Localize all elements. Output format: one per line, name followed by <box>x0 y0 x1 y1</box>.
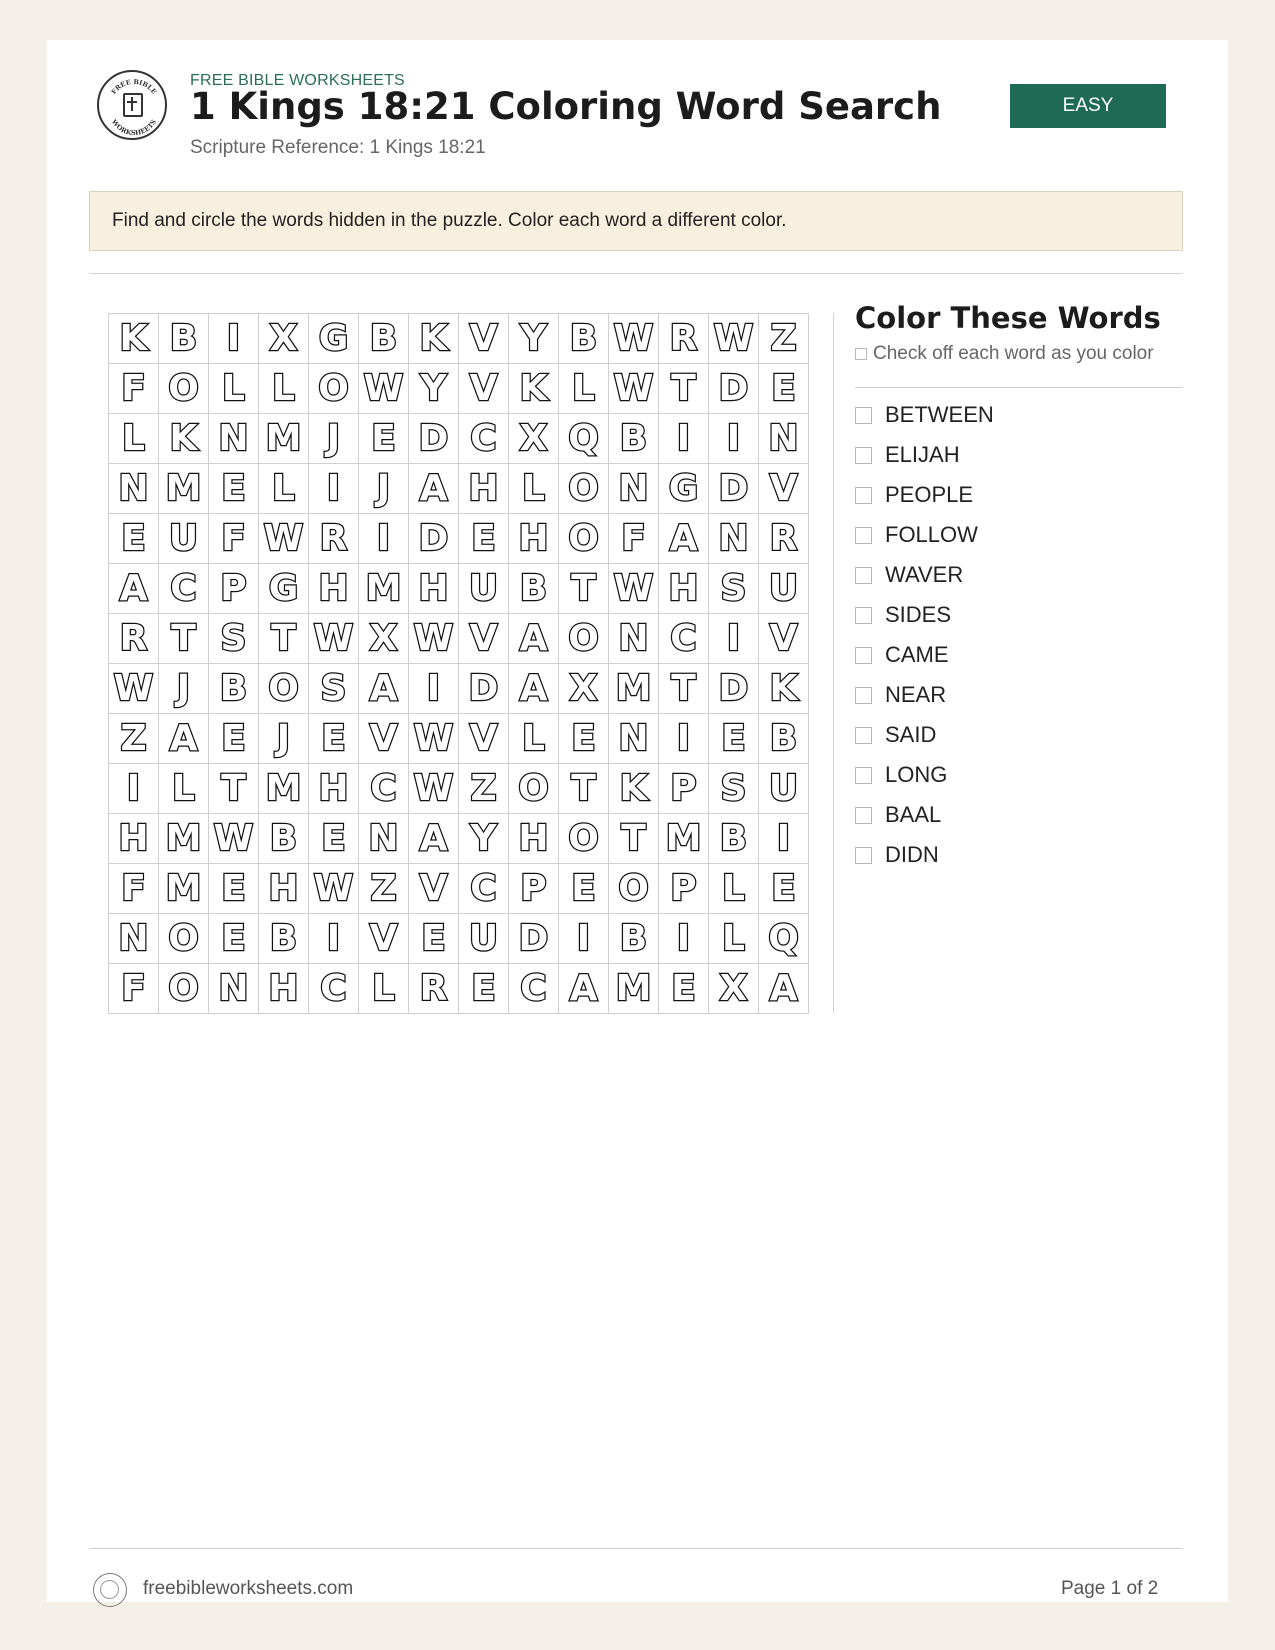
word-checkbox[interactable] <box>855 527 872 544</box>
grid-cell[interactable]: J <box>159 664 209 714</box>
grid-cell[interactable]: Z <box>109 714 159 764</box>
grid-cell[interactable]: V <box>459 614 509 664</box>
grid-cell[interactable]: K <box>109 314 159 364</box>
word-checkbox[interactable] <box>855 567 872 584</box>
grid-row <box>109 914 809 964</box>
grid-cell[interactable]: F <box>109 964 159 1014</box>
grid-cell[interactable]: O <box>259 664 309 714</box>
grid-cell[interactable]: C <box>359 764 409 814</box>
grid-row <box>109 564 809 614</box>
grid-cell[interactable]: Z <box>759 314 809 364</box>
grid-cell[interactable]: B <box>609 414 659 464</box>
grid-row <box>109 364 809 414</box>
word-label: SIDES <box>885 602 952 627</box>
grid-cell[interactable]: E <box>659 964 709 1014</box>
grid-cell[interactable]: E <box>559 714 609 764</box>
grid-cell[interactable]: W <box>409 614 459 664</box>
grid-cell[interactable]: L <box>709 864 759 914</box>
word-list-item[interactable] <box>855 635 994 675</box>
grid-cell[interactable]: I <box>209 314 259 364</box>
grid-cell[interactable]: D <box>709 664 759 714</box>
word-list-subtitle <box>855 343 1154 365</box>
grid-cell[interactable]: H <box>259 864 309 914</box>
grid-cell[interactable]: E <box>109 514 159 564</box>
word-list-item[interactable] <box>855 595 994 635</box>
grid-cell[interactable]: F <box>109 864 159 914</box>
word-list-item[interactable] <box>855 675 994 715</box>
grid-cell[interactable]: E <box>209 914 259 964</box>
grid-cell[interactable]: W <box>359 364 409 414</box>
grid-cell[interactable]: L <box>509 464 559 514</box>
grid-cell[interactable]: I <box>659 714 709 764</box>
grid-cell[interactable]: J <box>359 464 409 514</box>
grid-cell[interactable]: X <box>359 614 409 664</box>
grid-cell[interactable]: M <box>609 664 659 714</box>
grid-cell[interactable]: V <box>359 914 409 964</box>
grid-row <box>109 814 809 864</box>
grid-cell[interactable]: C <box>509 964 559 1014</box>
grid-cell[interactable]: D <box>709 464 759 514</box>
grid-cell[interactable]: S <box>209 614 259 664</box>
grid-cell[interactable]: Y <box>509 314 559 364</box>
page-title: 1 Kings 18:21 Coloring Word Search <box>190 85 942 128</box>
word-checkbox[interactable] <box>855 687 872 704</box>
grid-cell[interactable]: C <box>459 864 509 914</box>
grid-cell[interactable]: V <box>459 314 509 364</box>
word-label: ELIJAH <box>885 442 960 467</box>
grid-cell[interactable]: E <box>209 864 259 914</box>
grid-cell[interactable]: H <box>259 964 309 1014</box>
grid-cell[interactable]: P <box>659 764 709 814</box>
grid-cell[interactable]: B <box>259 814 309 864</box>
grid-cell[interactable]: T <box>609 814 659 864</box>
word-list-title: Color These Words <box>855 301 1161 335</box>
grid-cell[interactable]: O <box>159 364 209 414</box>
grid-cell[interactable]: N <box>109 914 159 964</box>
grid-cell[interactable]: J <box>309 414 359 464</box>
grid-cell[interactable]: X <box>559 664 609 714</box>
grid-cell[interactable]: N <box>709 514 759 564</box>
grid-row <box>109 314 809 364</box>
grid-cell[interactable]: K <box>609 764 659 814</box>
grid-cell[interactable]: M <box>659 814 709 864</box>
word-list-item[interactable] <box>855 715 994 755</box>
word-label: SAID <box>885 722 937 747</box>
grid-cell[interactable]: S <box>309 664 359 714</box>
grid-cell[interactable]: I <box>709 414 759 464</box>
grid-cell[interactable]: F <box>109 364 159 414</box>
grid-cell[interactable]: O <box>609 864 659 914</box>
grid-cell[interactable]: I <box>659 414 709 464</box>
grid-cell[interactable]: H <box>409 564 459 614</box>
grid-cell[interactable]: H <box>309 564 359 614</box>
grid-row <box>109 864 809 914</box>
grid-cell[interactable]: A <box>159 714 209 764</box>
grid-row <box>109 664 809 714</box>
grid-cell[interactable]: E <box>759 364 809 414</box>
grid-cell[interactable]: N <box>759 414 809 464</box>
grid-cell[interactable]: I <box>109 764 159 814</box>
word-checkbox[interactable] <box>855 727 872 744</box>
grid-cell[interactable]: K <box>159 414 209 464</box>
word-label: BAAL <box>885 802 942 827</box>
grid-cell[interactable]: E <box>709 714 759 764</box>
grid-cell[interactable]: N <box>609 614 659 664</box>
instructions-text: Find and circle the words hidden in the puzzle. Color each word a different color. <box>112 210 787 231</box>
grid-cell[interactable]: G <box>259 564 309 614</box>
grid-cell[interactable]: B <box>259 914 309 964</box>
grid-cell[interactable]: R <box>659 314 709 364</box>
grid-cell[interactable]: A <box>359 664 409 714</box>
grid-cell[interactable]: W <box>609 564 659 614</box>
grid-cell[interactable]: H <box>659 564 709 614</box>
footer-site: freebibleworksheets.com <box>143 1578 354 1599</box>
difficulty-badge: EASY <box>1010 84 1166 128</box>
word-list-item[interactable] <box>855 435 994 475</box>
grid-cell[interactable]: D <box>709 364 759 414</box>
word-list-item[interactable] <box>855 555 994 595</box>
grid-cell[interactable]: B <box>509 564 559 614</box>
grid-cell[interactable]: M <box>159 864 209 914</box>
grid-cell[interactable]: W <box>309 614 359 664</box>
word-label: PEOPLE <box>885 482 974 507</box>
grid-cell[interactable]: I <box>309 914 359 964</box>
grid-cell[interactable]: U <box>159 514 209 564</box>
page-number: Page 1 of 2 <box>1061 1578 1159 1599</box>
grid-cell[interactable]: B <box>709 814 759 864</box>
word-list-item[interactable] <box>855 515 994 555</box>
grid-cell[interactable]: G <box>309 314 359 364</box>
logo-icon <box>97 70 167 140</box>
grid-cell[interactable]: L <box>209 364 259 414</box>
instructions-box <box>89 191 1183 251</box>
grid-cell[interactable]: A <box>409 464 459 514</box>
grid-cell[interactable]: E <box>209 714 259 764</box>
grid-cell[interactable]: T <box>159 614 209 664</box>
grid-cell[interactable]: O <box>559 814 609 864</box>
grid-cell[interactable]: M <box>609 964 659 1014</box>
grid-cell[interactable]: W <box>709 314 759 364</box>
grid-cell[interactable]: N <box>609 714 659 764</box>
word-list-subtitle-text: Check off each word as you color <box>873 343 1154 364</box>
grid-cell[interactable]: L <box>109 414 159 464</box>
word-label: DIDN <box>885 842 939 867</box>
grid-cell[interactable]: W <box>309 864 359 914</box>
grid-cell[interactable]: E <box>409 914 459 964</box>
word-checkbox[interactable] <box>855 487 872 504</box>
grid-cell[interactable]: N <box>109 464 159 514</box>
grid-cell[interactable]: C <box>309 964 359 1014</box>
grid-cell[interactable]: Z <box>459 764 509 814</box>
grid-cell[interactable]: N <box>209 414 259 464</box>
grid-cell[interactable]: A <box>559 964 609 1014</box>
grid-cell[interactable]: N <box>359 814 409 864</box>
svg-text:FREE BIBLE: FREE BIBLE <box>109 77 159 96</box>
grid-cell[interactable]: Q <box>559 414 609 464</box>
word-checkbox[interactable] <box>855 767 872 784</box>
word-checkbox[interactable] <box>855 607 872 624</box>
grid-cell[interactable]: Q <box>759 914 809 964</box>
grid-cell[interactable]: I <box>359 514 409 564</box>
grid-cell[interactable]: T <box>259 614 309 664</box>
grid-cell[interactable]: M <box>359 564 409 614</box>
column-divider <box>833 313 834 1013</box>
grid-cell[interactable]: A <box>759 964 809 1014</box>
grid-cell[interactable]: I <box>759 814 809 864</box>
grid-cell[interactable]: Y <box>459 814 509 864</box>
grid-cell[interactable]: X <box>709 964 759 1014</box>
worksheet-page <box>47 40 1228 1602</box>
grid-cell[interactable]: T <box>659 664 709 714</box>
word-list-item[interactable] <box>855 755 994 795</box>
grid-cell[interactable]: R <box>309 514 359 564</box>
word-list-item[interactable] <box>855 475 994 515</box>
grid-cell[interactable]: C <box>159 564 209 614</box>
book-icon <box>123 93 143 117</box>
grid-cell[interactable]: B <box>209 664 259 714</box>
word-list <box>855 395 994 875</box>
grid-cell[interactable]: O <box>309 364 359 414</box>
grid-cell[interactable]: A <box>509 664 559 714</box>
word-checkbox[interactable] <box>855 847 872 864</box>
grid-cell[interactable]: T <box>559 564 609 614</box>
word-checkbox[interactable] <box>855 807 872 824</box>
grid-row <box>109 764 809 814</box>
grid-cell[interactable]: T <box>559 764 609 814</box>
grid-cell[interactable]: B <box>609 914 659 964</box>
grid-cell[interactable]: X <box>509 414 559 464</box>
grid-cell[interactable]: V <box>409 864 459 914</box>
grid-cell[interactable]: A <box>409 814 459 864</box>
grid-cell[interactable]: F <box>609 514 659 564</box>
grid-cell[interactable]: T <box>659 364 709 414</box>
grid-row <box>109 514 809 564</box>
grid-cell[interactable]: W <box>609 314 659 364</box>
grid-cell[interactable]: C <box>659 614 709 664</box>
grid-cell[interactable]: S <box>709 564 759 614</box>
grid-cell[interactable]: N <box>209 964 259 1014</box>
grid-cell[interactable]: H <box>509 814 559 864</box>
grid-cell[interactable]: M <box>259 764 309 814</box>
grid-cell[interactable]: W <box>409 764 459 814</box>
word-label: NEAR <box>885 682 947 707</box>
grid-row <box>109 464 809 514</box>
grid-cell[interactable]: A <box>109 564 159 614</box>
grid-cell[interactable]: O <box>559 614 609 664</box>
grid-cell[interactable]: O <box>559 464 609 514</box>
svg-text:WORKSHEETS: WORKSHEETS <box>109 118 159 138</box>
grid-cell[interactable]: H <box>109 814 159 864</box>
word-label: BETWEEN <box>885 402 994 427</box>
grid-row <box>109 714 809 764</box>
grid-cell[interactable]: R <box>409 964 459 1014</box>
grid-cell[interactable]: V <box>459 364 509 414</box>
grid-cell[interactable]: M <box>159 464 209 514</box>
grid-cell[interactable]: E <box>459 514 509 564</box>
grid-cell[interactable]: P <box>209 564 259 614</box>
divider <box>855 387 1183 388</box>
grid-cell[interactable]: O <box>559 514 609 564</box>
grid-cell[interactable]: I <box>409 664 459 714</box>
grid-cell[interactable]: U <box>759 564 809 614</box>
grid-cell[interactable]: L <box>359 964 409 1014</box>
grid-cell[interactable]: J <box>259 714 309 764</box>
grid-cell[interactable]: B <box>159 314 209 364</box>
grid-cell[interactable]: O <box>509 764 559 814</box>
grid-cell[interactable]: K <box>409 314 459 364</box>
grid-cell[interactable]: M <box>259 414 309 464</box>
word-checkbox[interactable] <box>855 647 872 664</box>
footer-logo-icon <box>93 1573 127 1607</box>
grid-cell[interactable]: W <box>209 814 259 864</box>
word-label: CAME <box>885 642 949 667</box>
grid-cell[interactable]: B <box>759 714 809 764</box>
grid-cell[interactable]: E <box>309 714 359 764</box>
grid-cell[interactable]: K <box>759 664 809 714</box>
grid-cell[interactable]: H <box>509 514 559 564</box>
grid-cell[interactable]: R <box>109 614 159 664</box>
grid-cell[interactable]: N <box>609 464 659 514</box>
grid-cell[interactable]: L <box>509 714 559 764</box>
grid-cell[interactable]: P <box>509 864 559 914</box>
grid-cell[interactable]: X <box>259 314 309 364</box>
grid-cell[interactable]: B <box>559 314 609 364</box>
grid-cell[interactable]: M <box>159 814 209 864</box>
grid-cell[interactable]: W <box>409 714 459 764</box>
grid-cell[interactable]: H <box>459 464 509 514</box>
word-label: LONG <box>885 762 948 787</box>
divider <box>89 273 1183 274</box>
grid-cell[interactable]: Y <box>409 364 459 414</box>
grid-cell[interactable]: I <box>659 914 709 964</box>
grid-cell[interactable]: C <box>459 414 509 464</box>
grid-cell[interactable]: I <box>309 464 359 514</box>
grid-cell[interactable]: K <box>509 364 559 414</box>
grid-cell[interactable]: W <box>109 664 159 714</box>
grid-cell[interactable]: L <box>159 764 209 814</box>
grid-cell[interactable]: O <box>159 964 209 1014</box>
grid-cell[interactable]: W <box>609 364 659 414</box>
footer-divider <box>89 1548 1183 1549</box>
word-list-item[interactable] <box>855 395 994 435</box>
word-label: FOLLOW <box>885 522 978 547</box>
grid-row <box>109 614 809 664</box>
grid-cell[interactable]: Z <box>359 864 409 914</box>
grid-cell[interactable]: T <box>209 764 259 814</box>
grid-cell[interactable]: D <box>409 414 459 464</box>
grid-cell[interactable]: P <box>659 864 709 914</box>
grid-cell[interactable]: A <box>659 514 709 564</box>
word-list-item[interactable] <box>855 795 994 835</box>
grid-cell[interactable]: E <box>309 814 359 864</box>
grid-cell[interactable]: V <box>459 714 509 764</box>
grid-cell[interactable]: I <box>709 614 759 664</box>
grid-cell[interactable]: U <box>459 564 509 614</box>
grid-cell[interactable]: G <box>659 464 709 514</box>
word-checkbox[interactable] <box>855 447 872 464</box>
grid-cell[interactable]: D <box>459 664 509 714</box>
grid-cell[interactable]: V <box>759 464 809 514</box>
grid-cell[interactable]: L <box>709 914 759 964</box>
word-list-item[interactable] <box>855 835 994 875</box>
grid-cell[interactable]: L <box>559 364 609 414</box>
grid-cell[interactable]: E <box>459 964 509 1014</box>
grid-cell[interactable]: E <box>559 864 609 914</box>
grid-cell[interactable]: E <box>209 464 259 514</box>
grid-row <box>109 964 809 1014</box>
grid-cell[interactable]: F <box>209 514 259 564</box>
grid-cell[interactable]: S <box>709 764 759 814</box>
grid-cell[interactable]: O <box>159 914 209 964</box>
grid-cell[interactable]: R <box>759 514 809 564</box>
grid-cell[interactable]: H <box>309 764 359 814</box>
grid-cell[interactable]: U <box>759 764 809 814</box>
grid-cell[interactable]: E <box>359 414 409 464</box>
grid-cell[interactable]: D <box>509 914 559 964</box>
grid-cell[interactable]: V <box>359 714 409 764</box>
grid-cell[interactable]: E <box>759 864 809 914</box>
grid-row <box>109 414 809 464</box>
grid-cell[interactable]: D <box>409 514 459 564</box>
grid-cell[interactable]: V <box>759 614 809 664</box>
checkbox-icon <box>855 348 867 360</box>
grid-cell[interactable]: B <box>359 314 409 364</box>
word-checkbox[interactable] <box>855 407 872 424</box>
grid-cell[interactable]: L <box>259 464 309 514</box>
grid-cell[interactable]: I <box>559 914 609 964</box>
grid-cell[interactable]: A <box>509 614 559 664</box>
grid-cell[interactable]: W <box>259 514 309 564</box>
grid-cell[interactable]: U <box>459 914 509 964</box>
word-label: WAVER <box>885 562 964 587</box>
word-search-grid <box>108 313 809 1014</box>
scripture-reference: Scripture Reference: 1 Kings 18:21 <box>190 137 486 158</box>
brand-label: FREE BIBLE WORKSHEETS <box>190 72 405 89</box>
grid-cell[interactable]: L <box>259 364 309 414</box>
